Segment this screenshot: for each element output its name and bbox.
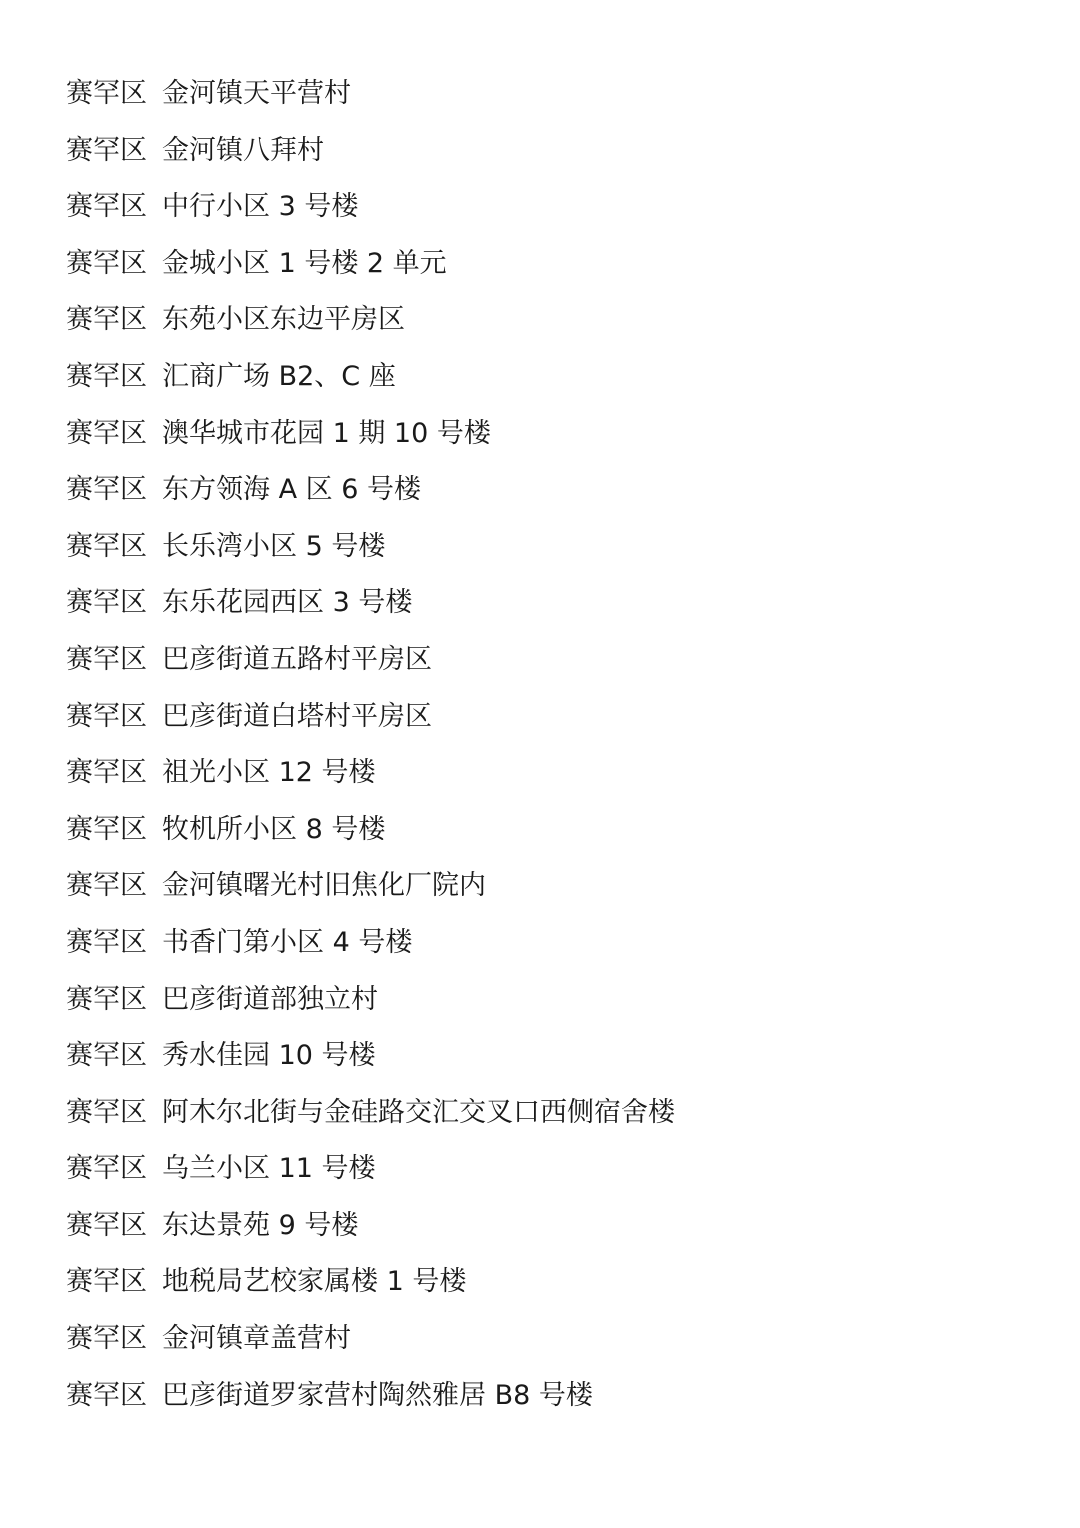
district-name: 赛罕区 bbox=[66, 360, 147, 392]
location-name: 东方领海 A 区 6 号楼 bbox=[162, 474, 421, 506]
district-name: 赛罕区 bbox=[66, 870, 147, 902]
district-name: 赛罕区 bbox=[66, 530, 147, 562]
location-name: 长乐湾小区 5 号楼 bbox=[162, 530, 386, 562]
list-item bbox=[66, 581, 675, 638]
list-item bbox=[66, 298, 675, 355]
location-name: 东达景苑 9 号楼 bbox=[162, 1209, 359, 1241]
district-name: 赛罕区 bbox=[66, 417, 147, 449]
district-name: 赛罕区 bbox=[66, 78, 147, 109]
location-name: 东乐花园西区 3 号楼 bbox=[162, 587, 413, 619]
list-item bbox=[66, 242, 675, 299]
list-item bbox=[66, 638, 675, 695]
location-name: 澳华城市花园 1 期 10 号楼 bbox=[162, 417, 491, 449]
district-name: 赛罕区 bbox=[66, 134, 147, 166]
location-name: 中行小区 3 号楼 bbox=[162, 191, 359, 223]
list-item bbox=[66, 355, 675, 412]
location-name: 巴彦街道五路村平房区 bbox=[162, 643, 432, 675]
list-item bbox=[66, 468, 675, 525]
list-item bbox=[66, 1034, 675, 1091]
location-name: 汇商广场 B2、C 座 bbox=[162, 360, 396, 392]
list-item bbox=[66, 1374, 675, 1431]
list-item bbox=[66, 412, 675, 469]
location-list bbox=[66, 72, 675, 1430]
location-name: 秀水佳园 10 号楼 bbox=[162, 1040, 376, 1072]
location-name: 乌兰小区 11 号楼 bbox=[162, 1153, 376, 1185]
list-item bbox=[66, 808, 675, 865]
location-name: 金河镇八拜村 bbox=[162, 134, 324, 166]
district-name: 赛罕区 bbox=[66, 1209, 147, 1241]
district-name: 赛罕区 bbox=[66, 247, 147, 279]
location-name: 金城小区 1 号楼 2 单元 bbox=[162, 247, 447, 279]
list-item bbox=[66, 978, 675, 1035]
district-name: 赛罕区 bbox=[66, 926, 147, 958]
district-name: 赛罕区 bbox=[66, 1096, 147, 1128]
district-name: 赛罕区 bbox=[66, 643, 147, 675]
location-name: 金河镇章盖营村 bbox=[162, 1323, 351, 1355]
district-name: 赛罕区 bbox=[66, 1379, 147, 1411]
list-item bbox=[66, 525, 675, 582]
list-item bbox=[66, 864, 675, 921]
district-name: 赛罕区 bbox=[66, 1323, 147, 1355]
list-item bbox=[66, 1317, 675, 1374]
district-name: 赛罕区 bbox=[66, 757, 147, 789]
district-name: 赛罕区 bbox=[66, 1153, 147, 1185]
list-item bbox=[66, 1260, 675, 1317]
location-name: 祖光小区 12 号楼 bbox=[162, 757, 376, 789]
location-name: 金河镇天平营村 bbox=[162, 78, 351, 109]
district-name: 赛罕区 bbox=[66, 813, 147, 845]
district-name: 赛罕区 bbox=[66, 700, 147, 732]
list-item bbox=[66, 1204, 675, 1261]
list-item bbox=[66, 1147, 675, 1204]
list-item bbox=[66, 185, 675, 242]
location-name: 巴彦街道部独立村 bbox=[162, 983, 378, 1015]
district-name: 赛罕区 bbox=[66, 587, 147, 619]
district-name: 赛罕区 bbox=[66, 1266, 147, 1298]
location-name: 地税局艺校家属楼 1 号楼 bbox=[162, 1266, 467, 1298]
list-item bbox=[66, 921, 675, 978]
list-item bbox=[66, 1091, 675, 1148]
list-item bbox=[66, 751, 675, 808]
location-name: 巴彦街道白塔村平房区 bbox=[162, 700, 432, 732]
location-name: 巴彦街道罗家营村陶然雅居 B8 号楼 bbox=[162, 1379, 593, 1411]
location-name: 东苑小区东边平房区 bbox=[162, 304, 405, 336]
location-name: 金河镇曙光村旧焦化厂院内 bbox=[162, 870, 486, 902]
district-name: 赛罕区 bbox=[66, 304, 147, 336]
district-name: 赛罕区 bbox=[66, 983, 147, 1015]
district-name: 赛罕区 bbox=[66, 191, 147, 223]
list-item bbox=[66, 129, 675, 186]
district-name: 赛罕区 bbox=[66, 1040, 147, 1072]
district-name: 赛罕区 bbox=[66, 474, 147, 506]
list-item bbox=[66, 72, 675, 129]
location-name: 书香门第小区 4 号楼 bbox=[162, 926, 413, 958]
location-name: 牧机所小区 8 号楼 bbox=[162, 813, 386, 845]
location-name: 阿木尔北街与金硅路交汇交叉口西侧宿舍楼 bbox=[162, 1096, 675, 1128]
list-item bbox=[66, 695, 675, 752]
